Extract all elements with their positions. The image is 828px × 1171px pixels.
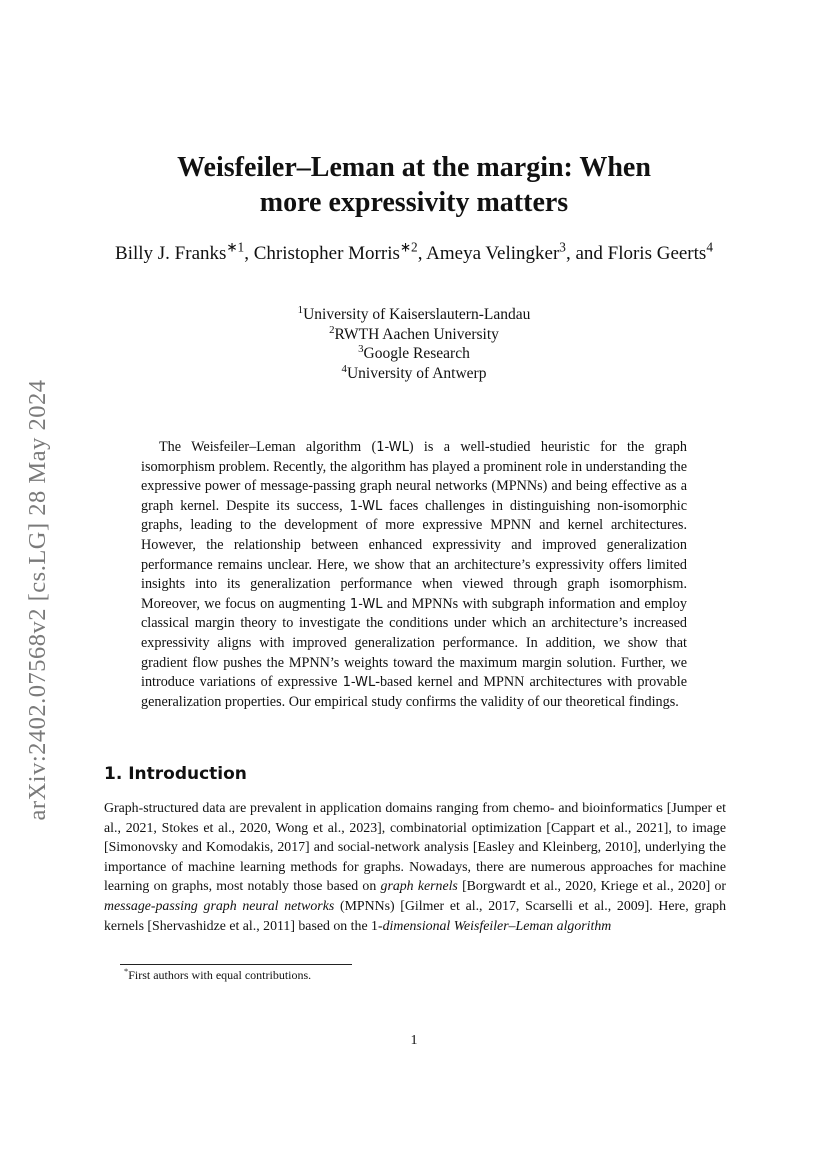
paper-title	[100, 150, 728, 220]
abstract-paragraph: The Weisfeiler–Leman algorithm (1-WL) is a well-studied heuristic for the graph isomorphism problem. Recently, the algorithm has played a prominent role in understanding the expressive power of message-passing graph neural networks (MPNNs) and being effective as a graph kernel. Despite its success, 1-WL faces challenges in distinguishing non-isomorphic graphs, leading to the development of more expressive MPNN and kernel architectures. However, the relationship between enhanced expressivity and improved generalization performance remains unclear. Here, we show that an architecture’s expressivity offers limited insights into its generalization performance when viewed through graph isomorphism. Moreover, we focus on augmenting 1-WL and MPNNs with subgraph information and employ classical margin theory to investigate the conditions under which an architecture’s increased expressivity aligns with improved generalization performance. In addition, we show that gradient flow pushes the MPNN’s weights toward the maximum margin solution. Further, we introduce variations of expressive 1-WL-based kernel and MPNN architectures with provable generalization properties. Our empirical study confirms the validity of our theoretical findings.	[141, 439, 687, 710]
affiliation: $^1$University of Kaiserslautern-Landau	[297, 303, 531, 323]
arxiv-sidebar	[20, 355, 56, 845]
footnote: *First authors with equal contributions.	[124, 967, 312, 982]
abstract	[141, 438, 687, 712]
footnote-mark: *	[124, 967, 129, 976]
arxiv-identifier: arXiv:2402.07568v2 [cs.LG] 28 May 2024	[24, 379, 51, 821]
author-name: Ameya Velingker	[426, 243, 560, 264]
author-affiliation-mark: ∗2	[399, 239, 418, 255]
wl-term: 1-WL	[376, 440, 409, 455]
footnote-divider	[120, 964, 352, 965]
title-line-2: more expressivity matters	[259, 187, 569, 218]
affiliation: $^4$University of Antwerp	[341, 362, 487, 382]
author-list: Billy J. Franks$^{∗1}$, Christopher Morris$^{∗2}$, Ameya Velingker$^3$, and Floris Geerts$^4$	[115, 239, 713, 264]
title-line-1: Weisfeiler–Leman at the margin: When	[177, 152, 651, 183]
body-paragraph: Graph-structured data are prevalent in application domains ranging from chemo- and bioinformatics [Jumper et al., 2021, Stokes et al., 2020, Wong et al., 2023], combinatorial optimization [Cappart et al., 2021], to image [Simonovsky and Komodakis, 2017] and social-network analysis [Easley and Kleinberg, 2010], underlying the importance of machine learning methods for graphs. Nowadays, there are numerous approaches for machine learning on graphs, most notably those based on graph kernels [Borgwardt et al., 2020, Kriege et al., 2020] or message-passing graph neural networks (MPNNs) [Gilmer et al., 2017, Scarselli et al., 2009]. Here, graph kernels [Shervashidze et al., 2011] based on the 1-dimensional Weisfeiler–Leman algorithm	[104, 800, 727, 933]
page-number: 1	[410, 1033, 418, 1048]
wl-term: 1-WL	[342, 675, 376, 691]
affiliation-list	[100, 305, 728, 383]
author-name: Billy J. Franks	[115, 243, 227, 264]
affiliation: $^3$Google Research	[358, 343, 470, 363]
wl-term: 1-WL	[349, 498, 383, 514]
introduction-body	[104, 798, 726, 935]
author-name: Christopher Morris	[253, 243, 400, 264]
affiliation: $^2$RWTH Aachen University	[329, 323, 499, 343]
author-affiliation-mark: 3	[559, 239, 566, 255]
author-affiliation-mark: ∗1	[226, 239, 245, 255]
author-name: Floris Geerts	[607, 243, 707, 264]
section-heading-introduction: 1. Introduction	[104, 764, 247, 784]
wl-term: 1-WL	[349, 596, 383, 612]
author-affiliation-mark: 4	[706, 239, 713, 255]
